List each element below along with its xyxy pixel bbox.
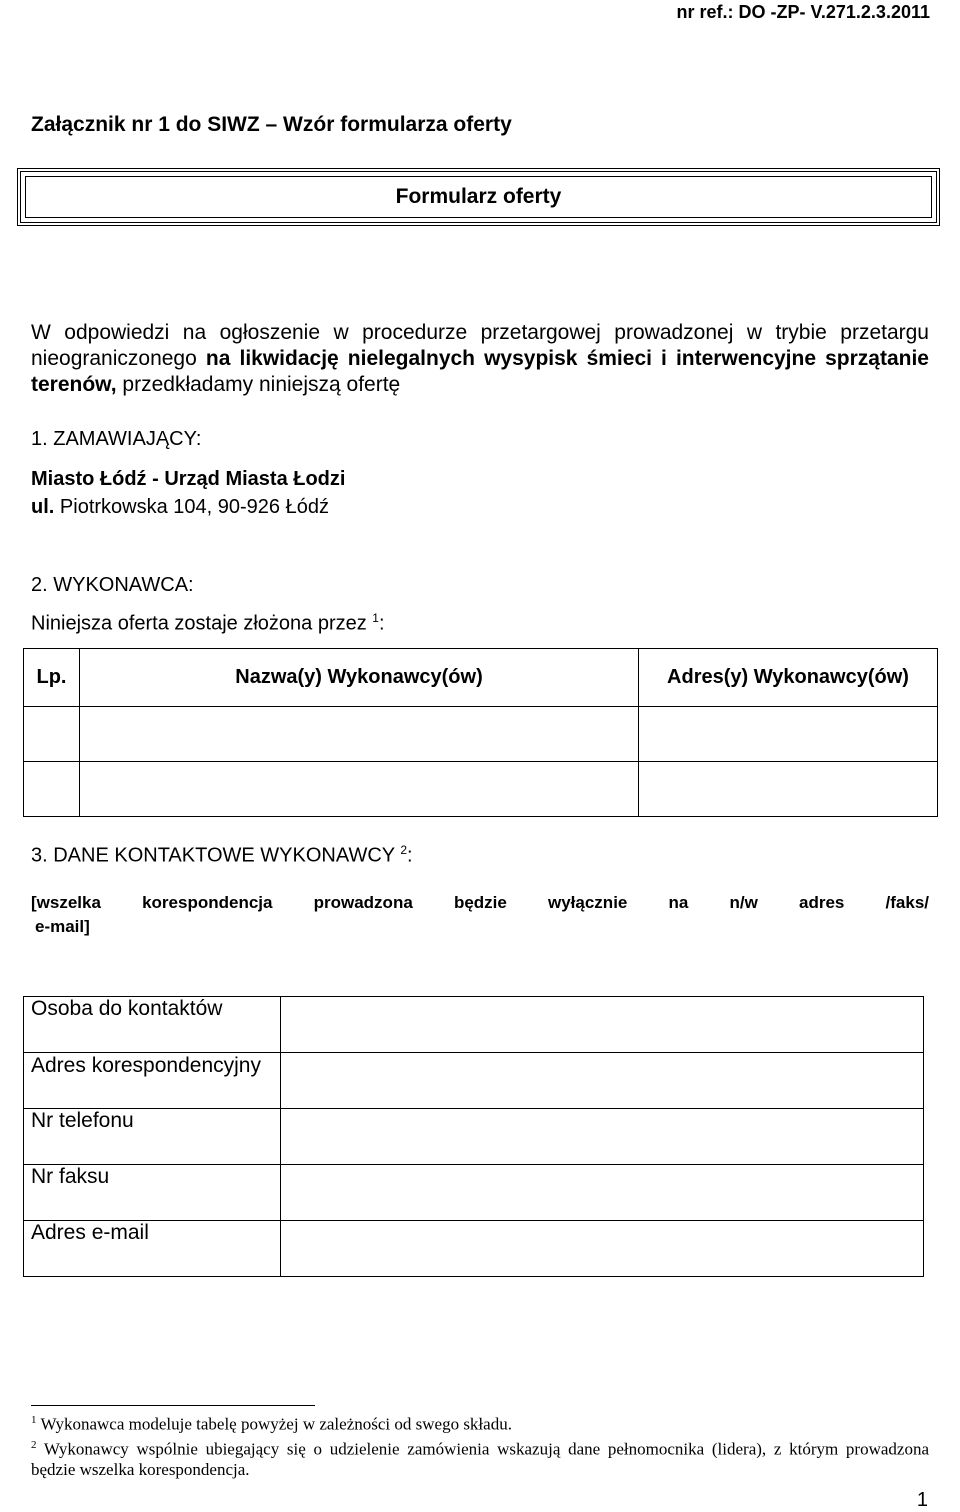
form-title: Formularz oferty: [395, 185, 562, 208]
table-header-row: [24, 649, 938, 707]
table-cell[interactable]: [80, 762, 639, 817]
table-row: [24, 762, 938, 817]
ordering-party-name: Miasto Łódź - Urząd Miasta Łodzi: [31, 468, 346, 490]
col-header-lp: Lp.: [24, 649, 80, 707]
intro-subject: na likwidację nielegalnych wysypisk śmieci i interwencyjne sprzątanie terenów,: [31, 347, 929, 396]
section3-colon: :: [407, 844, 413, 867]
contact-value[interactable]: [281, 1053, 924, 1109]
footnote-1-number: 1: [31, 1414, 37, 1426]
footnote-1: [31, 1414, 512, 1435]
section2-heading: 2. WYKONAWCA:: [31, 574, 194, 596]
footnote-ref-1: 1: [372, 611, 379, 625]
footnote-2-text: Wykonawcy wspólnie ubiegający się o udzielenie zamówienia wskazują dane pełnomocnika (lidera), z którym prowadzona będzie wszelka korespondencja.: [31, 1439, 929, 1479]
section2-subtitle: [31, 611, 385, 636]
contact-row: [24, 997, 924, 1053]
contact-row: [24, 1165, 924, 1221]
intro-text-2: przedkładamy niniejszą ofertę: [116, 373, 401, 396]
section3-heading: [31, 843, 413, 868]
table-row: [24, 707, 938, 762]
col-header-address: Adres(y) Wykonawcy(ów): [639, 649, 938, 707]
contact-table: [23, 996, 924, 1277]
contact-label: Adres e-mail: [24, 1221, 281, 1277]
contact-value[interactable]: [281, 1221, 924, 1277]
section1-heading: 1. ZAMAWIAJĄCY:: [31, 428, 202, 450]
page-number: 1: [916, 1489, 928, 1511]
address-rest: Piotrkowska 104, 90-926 Łódź: [59, 496, 329, 518]
table-cell[interactable]: [24, 762, 80, 817]
form-title-box: [17, 168, 940, 226]
col-header-name: Nazwa(y) Wykonawcy(ów): [80, 649, 639, 707]
table-cell[interactable]: [24, 707, 80, 762]
table-cell[interactable]: [639, 707, 938, 762]
footnote-2: [31, 1439, 929, 1480]
contact-row: [24, 1109, 924, 1165]
footnote-1-text: Wykonawca modeluje tabelę powyżej w zależności od swego składu.: [36, 1414, 512, 1434]
contact-label: Adres korespondencyjny: [24, 1053, 281, 1109]
section2-subtitle-text: Niniejsza oferta zostaje złożona przez: [31, 612, 367, 635]
intro-paragraph: [31, 320, 929, 398]
contact-label: Nr faksu: [24, 1165, 281, 1221]
footnote-2-number: 2: [31, 1439, 37, 1451]
table-cell[interactable]: [639, 762, 938, 817]
annex-title: Załącznik nr 1 do SIWZ – Wzór formularza oferty: [31, 113, 512, 136]
contact-label: Nr telefonu: [24, 1109, 281, 1165]
contact-row: [24, 1053, 924, 1109]
section3-heading-text: 3. DANE KONTAKTOWE WYKONAWCY: [31, 844, 395, 867]
intro-text-1: W odpowiedzi na ogłoszenie w procedurze przetargowej prowadzonej w trybie przetargu nieograniczonego: [31, 321, 929, 370]
footnote-divider: [31, 1405, 315, 1406]
contact-value[interactable]: [281, 1109, 924, 1165]
table-cell[interactable]: [80, 707, 639, 762]
correspondence-note: [wszelka korespondencja prowadzona będzie wyłącznie na n/w adres /faks/: [31, 893, 929, 912]
contact-value[interactable]: [281, 1165, 924, 1221]
contact-row: [24, 1221, 924, 1277]
contact-value[interactable]: [281, 997, 924, 1053]
contractor-table: [23, 648, 938, 817]
section2-colon: :: [378, 612, 385, 635]
reference-number: nr ref.: DO -ZP- V.271.2.3.2011: [676, 2, 930, 22]
footnote-ref-2: 2: [400, 843, 407, 857]
address-prefix: ul.: [31, 496, 55, 518]
contact-label: Osoba do kontaktów: [24, 997, 281, 1053]
correspondence-note-cont: e-mail]: [35, 917, 90, 936]
ordering-party-address: [31, 496, 329, 519]
